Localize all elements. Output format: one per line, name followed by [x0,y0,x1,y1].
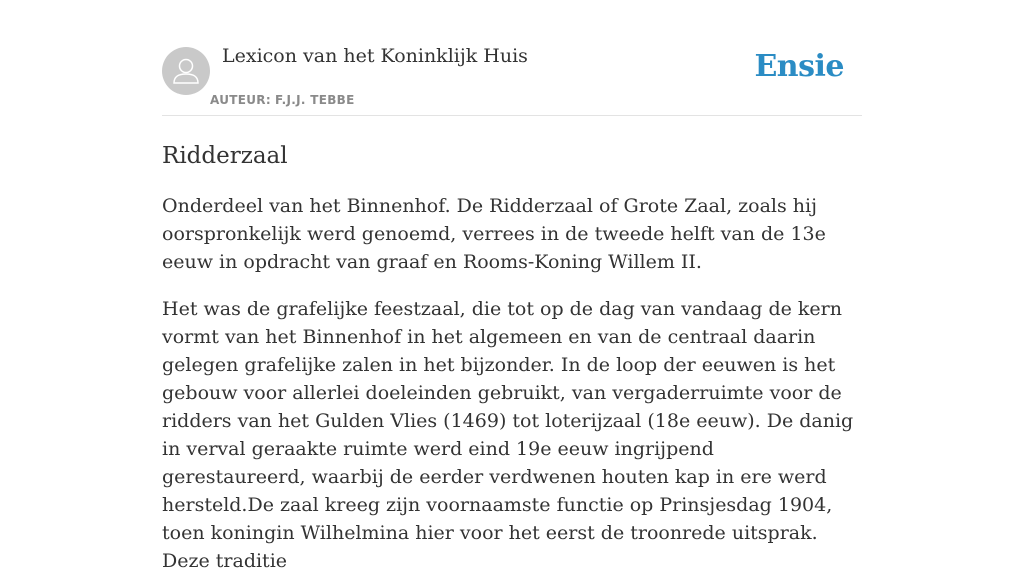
article-paragraph: Het was de grafelijke feestzaal, die tot op de dag van vandaag de kern vormt van het Binnenhof in het algemeen en van de centraal daarin gelegen grafelijke zalen in het bijzonder. In de loop der eeuwen is het gebouw voor allerlei doeleinden gebruikt, van vergaderruimte voor de ridders van het Gulden Vlies (1469) tot loterijzaal (18e eeuw). De danig in verval geraakte ruimte werd eind 19e eeuw ingrijpend gerestaureerd, waarbij de eerder verdwenen houten kap in ere werd hersteld.De zaal kreeg zijn voornaamste functie op Prinsjesdag 1904, toen koningin Wilhelmina hier voor het eerst de troonrede uitsprak. Deze traditie [162,298,854,572]
source-title[interactable]: Lexicon van het Koninklijk Huis [222,45,528,67]
article-header [162,0,862,116]
author-avatar[interactable] [162,47,210,95]
author-name[interactable]: F.J.J. TEBBE [274,93,355,107]
author-line [210,93,355,107]
author-label: AUTEUR: [210,93,271,107]
article-title: Ridderzaal [162,143,288,169]
site-logo[interactable]: Ensie [754,49,844,84]
article-page [162,0,862,575]
person-placeholder-icon [162,47,210,95]
article-paragraph: Onderdeel van het Binnenhof. De Ridderzaal of Grote Zaal, zoals hij oorspronkelijk werd genoemd, verrees in de tweede helft van de 13e eeuw in opdracht van graaf en Rooms-Koning Willem II. [162,195,826,273]
